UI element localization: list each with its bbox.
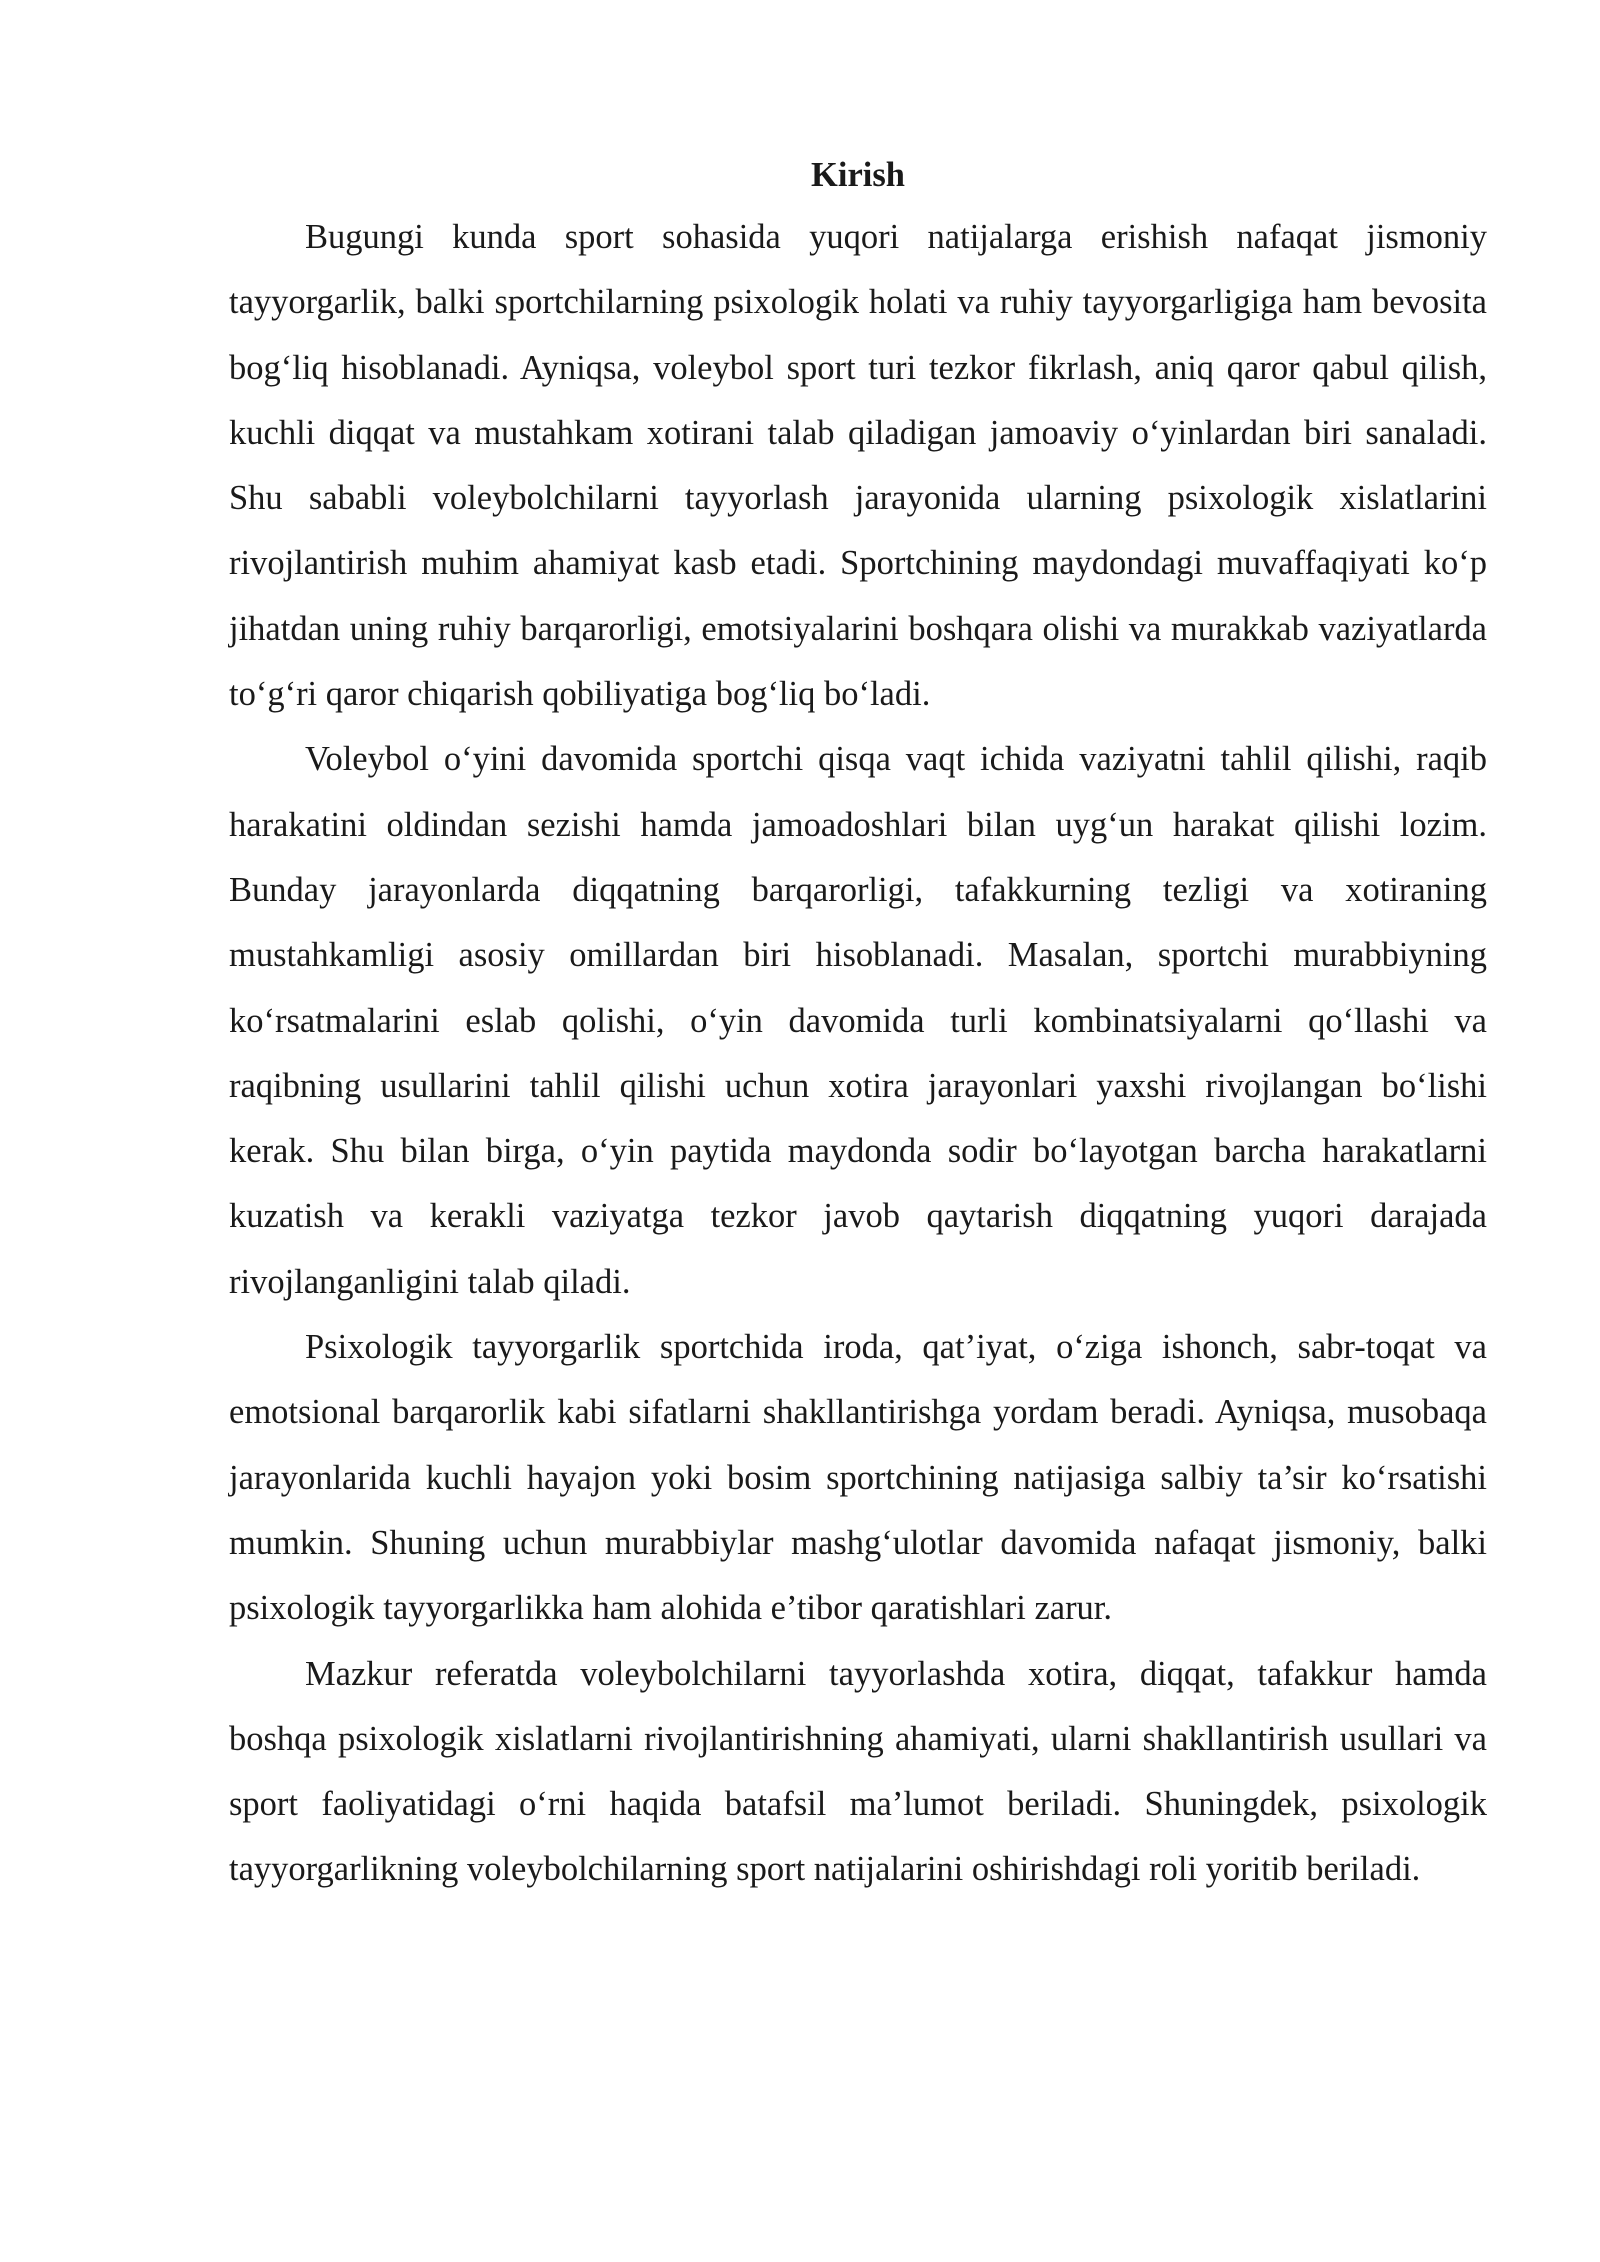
document-body: [229, 145, 1487, 1903]
paragraph-4: Mazkur referatda voleybolchilarni tayyorlashda xotira, diqqat, tafakkur hamda boshqa psixologik xislatlarni rivojlantirishning ahamiyati, ularni shakllantirish usullari va sport faoliyatidagi o‘rni haqida batafsil ma’lumot beriladi. Shuningdek, psixologik tayyorgarlikning voleybolchilarning sport natijalarini oshirishdagi roli yoritib beriladi.: [229, 1654, 1487, 1889]
paragraph-2: Voleybol o‘yini davomida sportchi qisqa vaqt ichida vaziyatni tahlil qilishi, raqib harakatini oldindan sezishi hamda jamoadoshlari bilan uyg‘un harakat qilishi lozim. Bunday jarayonlarda diqqatning barqarorligi, tafakkurning tezligi va xotiraning mustahkamligi asosiy omillardan biri hisoblanadi. Masalan, sportchi murabbiyning ko‘rsatmalarini eslab qolishi, o‘yin davomida turli kombinatsiyalarni qo‘llashi va raqibning usullarini tahlil qilishi uchun xotira jarayonlari yaxshi rivojlangan bo‘lishi kerak. Shu bilan birga, o‘yin paytida maydonda sodir bo‘layotgan barcha harakatlarni kuzatish va kerakli vaziyatga tezkor javob qaytarish diqqatning yuqori darajada rivojlanganligini talab qiladi.: [229, 740, 1487, 1301]
paragraph-3: Psixologik tayyorgarlik sportchida iroda, qat’iyat, o‘ziga ishonch, sabr-toqat va emotsional barqarorlik kabi sifatlarni shakllantirishga yordam beradi. Ayniqsa, musobaqa jarayonlarida kuchli hayajon yoki bosim sportchining natijasiga salbiy ta’sir ko‘rsatishi mumkin. Shuning uchun murabbiylar mashg‘ulotlar davomida nafaqat jismoniy, balki psixologik tayyorgarlikka ham alohida e’tibor qaratishlari zarur.: [229, 1328, 1487, 1628]
document-title: Kirish: [811, 156, 905, 194]
paragraph-1: Bugungi kunda sport sohasida yuqori natijalarga erishish nafaqat jismoniy tayyorgarlik, balki sportchilarning psixologik holati va ruhiy tayyorgarligiga ham bevosita bog‘liq hisoblanadi. Ayniqsa, voleybol sport turi tezkor fikrlash, aniq qaror qabul qilish, kuchli diqqat va mustahkam xotirani talab qiladigan jamoaviy o‘yinlardan biri sanaladi. Shu sababli voleybolchilarni tayyorlash jarayonida ularning psixologik xislatlarini rivojlantirish muhim ahamiyat kasb etadi. Sportchining maydondagi muvaffaqiyati ko‘p jihatdan uning ruhiy barqarorligi, emotsiyalarini boshqara olishi va murakkab vaziyatlarda to‘g‘ri qaror chiqarish qobiliyatiga bog‘liq bo‘ladi.: [229, 218, 1487, 714]
